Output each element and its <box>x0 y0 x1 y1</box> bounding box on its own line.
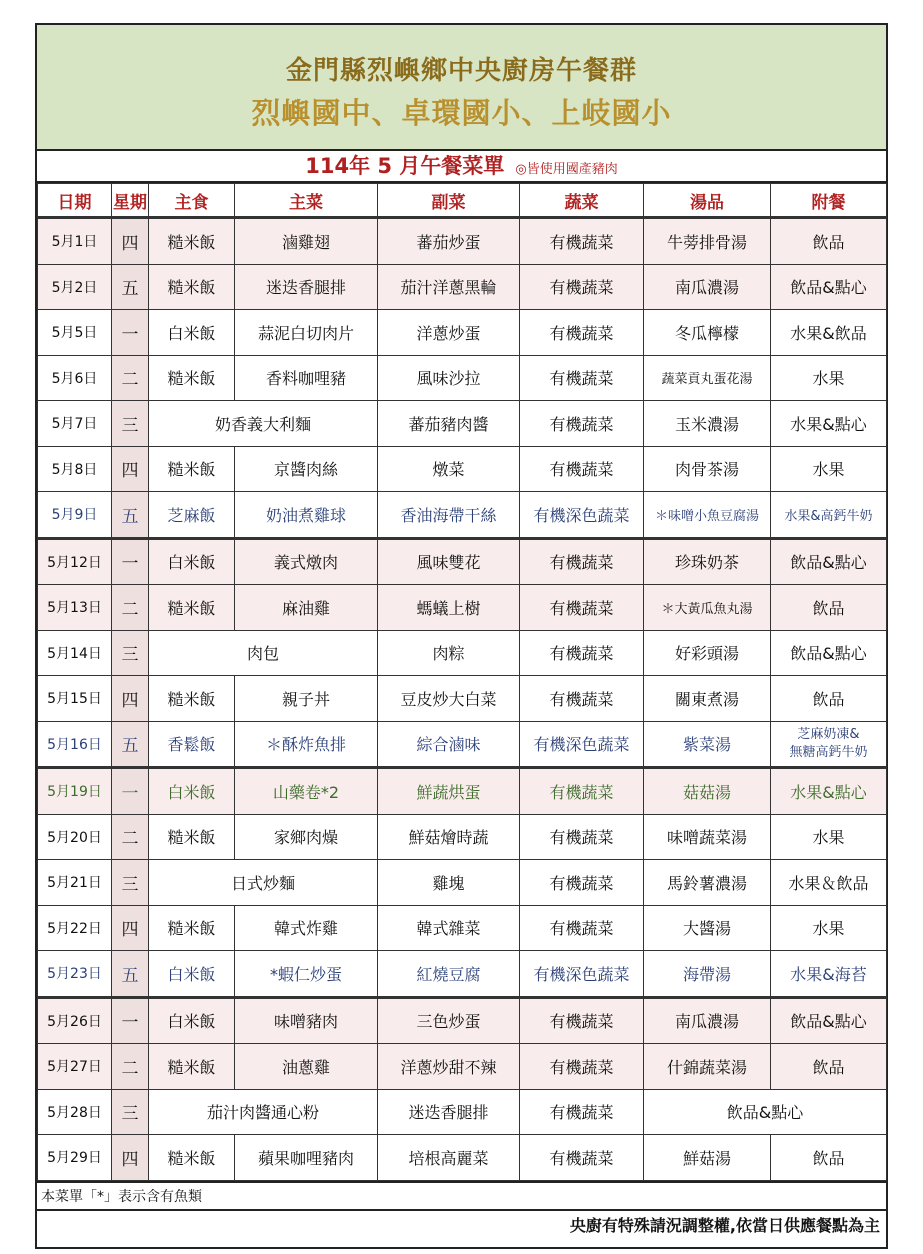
soup-cell: 蔬菜貢丸蛋花湯 <box>644 355 771 401</box>
weekday-cell: 五 <box>112 951 149 998</box>
staple-cell: 香鬆飯 <box>149 721 235 768</box>
date-cell: 5月26日 <box>38 997 112 1044</box>
table-row <box>38 492 887 539</box>
date-cell: 5月9日 <box>38 492 112 539</box>
vegetable-cell: 有機蔬菜 <box>520 905 644 951</box>
date-cell: 5月20日 <box>38 814 112 860</box>
staple-cell: 白米飯 <box>149 768 235 815</box>
main-dish-cell: *蝦仁炒蛋 <box>235 951 378 998</box>
vegetable-cell: 有機蔬菜 <box>520 768 644 815</box>
weekday-cell: 四 <box>112 905 149 951</box>
col-extra: 附餐 <box>771 184 887 218</box>
staple-cell: 糙米飯 <box>149 218 235 265</box>
menu-title-bar <box>37 151 886 183</box>
extra-cell: 水果 <box>771 355 887 401</box>
soup-cell: 牛蒡排骨湯 <box>644 218 771 265</box>
side-dish-cell: 茄汁洋蔥黑輪 <box>378 264 520 310</box>
vegetable-cell: 有機蔬菜 <box>520 310 644 356</box>
staple-cell: 糙米飯 <box>149 446 235 492</box>
side-dish-cell: 風味沙拉 <box>378 355 520 401</box>
weekday-cell: 五 <box>112 721 149 768</box>
main-dish-cell: 滷雞翅 <box>235 218 378 265</box>
soup-cell: 好彩頭湯 <box>644 630 771 676</box>
vegetable-cell: 有機深色蔬菜 <box>520 492 644 539</box>
table-row <box>38 860 887 906</box>
col-main-dish: 主菜 <box>235 184 378 218</box>
date-cell: 5月5日 <box>38 310 112 356</box>
side-dish-cell: 雞塊 <box>378 860 520 906</box>
side-dish-cell: 綜合滷味 <box>378 721 520 768</box>
extra-line-1: 芝麻奶凍& <box>797 726 860 742</box>
col-staple: 主食 <box>149 184 235 218</box>
extra-cell: 飲品 <box>771 585 887 631</box>
table-row <box>38 630 887 676</box>
table-row <box>38 585 887 631</box>
staple-cell: 白米飯 <box>149 997 235 1044</box>
staple-cell: 糙米飯 <box>149 355 235 401</box>
soup-cell: 海帶湯 <box>644 951 771 998</box>
weekday-cell: 二 <box>112 355 149 401</box>
weekday-cell: 一 <box>112 310 149 356</box>
extra-cell <box>771 721 887 768</box>
weekday-cell: 三 <box>112 860 149 906</box>
staple-main-cell: 日式炒麵 <box>149 860 378 906</box>
side-dish-cell: 三色炒蛋 <box>378 997 520 1044</box>
kitchen-name: 金門縣烈嶼鄉中央廚房午餐群 <box>285 56 637 86</box>
table-row <box>38 676 887 722</box>
staple-main-cell: 奶香義大利麵 <box>149 401 378 447</box>
date-cell: 5月16日 <box>38 721 112 768</box>
table-row <box>38 310 887 356</box>
soup-cell: 珍珠奶茶 <box>644 538 771 585</box>
table-row <box>38 814 887 860</box>
side-dish-cell: 豆皮炒大白菜 <box>378 676 520 722</box>
table-row <box>38 905 887 951</box>
date-cell: 5月23日 <box>38 951 112 998</box>
main-dish-cell: 油蔥雞 <box>235 1044 378 1090</box>
date-cell: 5月28日 <box>38 1089 112 1135</box>
soup-cell: 南瓜濃湯 <box>644 264 771 310</box>
weekday-cell: 三 <box>112 630 149 676</box>
date-cell: 5月21日 <box>38 860 112 906</box>
weekday-cell: 二 <box>112 1044 149 1090</box>
soup-cell: 味噌蔬菜湯 <box>644 814 771 860</box>
main-dish-cell: 家鄉肉燥 <box>235 814 378 860</box>
side-dish-cell: 洋蔥炒甜不辣 <box>378 1044 520 1090</box>
staple-cell: 糙米飯 <box>149 814 235 860</box>
table-row <box>38 721 887 768</box>
date-cell: 5月15日 <box>38 676 112 722</box>
extra-cell: 水果 <box>771 446 887 492</box>
weekday-cell: 五 <box>112 264 149 310</box>
side-dish-cell: 香油海帶干絲 <box>378 492 520 539</box>
main-dish-cell: 麻油雞 <box>235 585 378 631</box>
extra-cell: 飲品&點心 <box>771 997 887 1044</box>
date-cell: 5月2日 <box>38 264 112 310</box>
extra-cell: 水果&飲品 <box>771 310 887 356</box>
extra-cell: 水果 <box>771 814 887 860</box>
extra-cell: 飲品&點心 <box>771 264 887 310</box>
table-row <box>38 264 887 310</box>
main-dish-cell: 蘋果咖哩豬肉 <box>235 1135 378 1181</box>
soup-cell: 南瓜濃湯 <box>644 997 771 1044</box>
soup-cell: 玉米濃湯 <box>644 401 771 447</box>
table-row <box>38 1089 887 1135</box>
soup-cell: 關東煮湯 <box>644 676 771 722</box>
col-weekday: 星期 <box>112 184 149 218</box>
soup-cell: 菇菇湯 <box>644 768 771 815</box>
side-dish-cell: 韓式雜菜 <box>378 905 520 951</box>
table-row <box>38 1044 887 1090</box>
extra-cell: 飲品 <box>771 218 887 265</box>
side-dish-cell: 蕃茄炒蛋 <box>378 218 520 265</box>
col-side-dish: 副菜 <box>378 184 520 218</box>
vegetable-cell: 有機蔬菜 <box>520 538 644 585</box>
staple-cell: 糙米飯 <box>149 905 235 951</box>
soup-extra-cell: 飲品&點心 <box>644 1089 887 1135</box>
weekday-cell: 五 <box>112 492 149 539</box>
date-cell: 5月13日 <box>38 585 112 631</box>
side-dish-cell: 螞蟻上樹 <box>378 585 520 631</box>
extra-cell: 飲品&點心 <box>771 538 887 585</box>
vegetable-cell: 有機蔬菜 <box>520 401 644 447</box>
staple-main-cell: 肉包 <box>149 630 378 676</box>
date-cell: 5月8日 <box>38 446 112 492</box>
staple-cell: 糙米飯 <box>149 1044 235 1090</box>
staple-cell: 糙米飯 <box>149 264 235 310</box>
vegetable-cell: 有機蔬菜 <box>520 997 644 1044</box>
col-soup: 湯品 <box>644 184 771 218</box>
side-dish-cell: 燉菜 <box>378 446 520 492</box>
vegetable-cell: 有機深色蔬菜 <box>520 721 644 768</box>
extra-cell: 水果&點心 <box>771 768 887 815</box>
date-cell: 5月19日 <box>38 768 112 815</box>
date-cell: 5月29日 <box>38 1135 112 1181</box>
menu-header <box>37 25 886 151</box>
table-row <box>38 997 887 1044</box>
adjustment-notice: 央廚有特殊請況調整權,依當日供應餐點為主 <box>569 1215 880 1235</box>
date-cell: 5月12日 <box>38 538 112 585</box>
fish-footnote: 本菜單「*」表示含有魚類 <box>37 1181 886 1211</box>
extra-cell: 飲品 <box>771 1044 887 1090</box>
side-dish-cell: 鮮菇燴時蔬 <box>378 814 520 860</box>
weekday-cell: 三 <box>112 1089 149 1135</box>
staple-cell: 糙米飯 <box>149 676 235 722</box>
extra-cell: 水果 <box>771 905 887 951</box>
extra-cell: 水果&海苔 <box>771 951 887 998</box>
main-dish-cell: ＊酥炸魚排 <box>235 721 378 768</box>
weekday-cell: 一 <box>112 538 149 585</box>
soup-cell: 冬瓜檸檬 <box>644 310 771 356</box>
table-row <box>38 951 887 998</box>
staple-main-cell: 茄汁肉醬通心粉 <box>149 1089 378 1135</box>
date-cell: 5月27日 <box>38 1044 112 1090</box>
table-row <box>38 446 887 492</box>
staple-cell: 白米飯 <box>149 951 235 998</box>
col-date: 日期 <box>38 184 112 218</box>
table-row <box>38 355 887 401</box>
side-dish-cell: 風味雙花 <box>378 538 520 585</box>
main-dish-cell: 香料咖哩豬 <box>235 355 378 401</box>
side-dish-cell: 鮮蔬烘蛋 <box>378 768 520 815</box>
vegetable-cell: 有機蔬菜 <box>520 1044 644 1090</box>
soup-cell: 什錦蔬菜湯 <box>644 1044 771 1090</box>
side-dish-cell: 洋蔥炒蛋 <box>378 310 520 356</box>
date-cell: 5月22日 <box>38 905 112 951</box>
school-names: 烈嶼國中、卓環國小、上岐國小 <box>251 96 672 130</box>
weekday-cell: 四 <box>112 1135 149 1181</box>
main-dish-cell: 義式燉肉 <box>235 538 378 585</box>
menu-sheet <box>35 23 888 1249</box>
main-dish-cell: 山藥卷*2 <box>235 768 378 815</box>
extra-cell: 飲品&點心 <box>771 630 887 676</box>
weekday-cell: 一 <box>112 768 149 815</box>
soup-cell: 大醬湯 <box>644 905 771 951</box>
main-dish-cell: 奶油煮雞球 <box>235 492 378 539</box>
extra-cell: 水果＆飲品 <box>771 860 887 906</box>
menu-table <box>37 183 887 1181</box>
weekday-cell: 一 <box>112 997 149 1044</box>
weekday-cell: 二 <box>112 585 149 631</box>
vegetable-cell: 有機蔬菜 <box>520 814 644 860</box>
staple-cell: 白米飯 <box>149 538 235 585</box>
soup-cell: 肉骨茶湯 <box>644 446 771 492</box>
vegetable-cell: 有機蔬菜 <box>520 1089 644 1135</box>
soup-cell: 紫菜湯 <box>644 721 771 768</box>
main-dish-cell: 蒜泥白切肉片 <box>235 310 378 356</box>
weekday-cell: 四 <box>112 218 149 265</box>
weekday-cell: 三 <box>112 401 149 447</box>
weekday-cell: 四 <box>112 676 149 722</box>
extra-line-2: 無糖高鈣牛奶 <box>789 744 868 760</box>
vegetable-cell: 有機蔬菜 <box>520 630 644 676</box>
main-dish-cell: 迷迭香腿排 <box>235 264 378 310</box>
vegetable-cell: 有機蔬菜 <box>520 585 644 631</box>
main-dish-cell: 京醬肉絲 <box>235 446 378 492</box>
vegetable-cell: 有機蔬菜 <box>520 355 644 401</box>
weekday-cell: 二 <box>112 814 149 860</box>
main-dish-cell: 味噌豬肉 <box>235 997 378 1044</box>
table-row <box>38 218 887 265</box>
vegetable-cell: 有機蔬菜 <box>520 264 644 310</box>
date-cell: 5月1日 <box>38 218 112 265</box>
side-dish-cell: 培根高麗菜 <box>378 1135 520 1181</box>
vegetable-cell: 有機蔬菜 <box>520 676 644 722</box>
staple-cell: 糙米飯 <box>149 1135 235 1181</box>
extra-cell: 飲品 <box>771 676 887 722</box>
side-dish-cell: 蕃茄豬肉醬 <box>378 401 520 447</box>
side-dish-cell: 迷迭香腿排 <box>378 1089 520 1135</box>
soup-cell: ＊大黃瓜魚丸湯 <box>644 585 771 631</box>
date-cell: 5月6日 <box>38 355 112 401</box>
vegetable-cell: 有機蔬菜 <box>520 860 644 906</box>
table-row <box>38 401 887 447</box>
soup-cell: 鮮菇湯 <box>644 1135 771 1181</box>
pork-note: ◎皆使用國產豬肉 <box>515 162 618 177</box>
staple-cell: 糙米飯 <box>149 585 235 631</box>
vegetable-cell: 有機蔬菜 <box>520 1135 644 1181</box>
header-row <box>38 184 887 218</box>
vegetable-cell: 有機深色蔬菜 <box>520 951 644 998</box>
extra-cell: 水果&點心 <box>771 401 887 447</box>
date-cell: 5月14日 <box>38 630 112 676</box>
main-dish-cell: 韓式炸雞 <box>235 905 378 951</box>
table-row <box>38 538 887 585</box>
staple-cell: 芝麻飯 <box>149 492 235 539</box>
weekday-cell: 四 <box>112 446 149 492</box>
table-row <box>38 1135 887 1181</box>
vegetable-cell: 有機蔬菜 <box>520 218 644 265</box>
soup-cell: 馬鈴薯濃湯 <box>644 860 771 906</box>
side-dish-cell: 肉粽 <box>378 630 520 676</box>
extra-cell: 飲品 <box>771 1135 887 1181</box>
staple-cell: 白米飯 <box>149 310 235 356</box>
date-cell: 5月7日 <box>38 401 112 447</box>
menu-title: 114年 5 月午餐菜單 <box>305 154 505 178</box>
side-dish-cell: 紅燒豆腐 <box>378 951 520 998</box>
col-vegetable: 蔬菜 <box>520 184 644 218</box>
soup-cell: ＊味噌小魚豆腐湯 <box>644 492 771 539</box>
table-row <box>38 768 887 815</box>
vegetable-cell: 有機蔬菜 <box>520 446 644 492</box>
extra-cell: 水果&高鈣牛奶 <box>771 492 887 539</box>
main-dish-cell: 親子丼 <box>235 676 378 722</box>
